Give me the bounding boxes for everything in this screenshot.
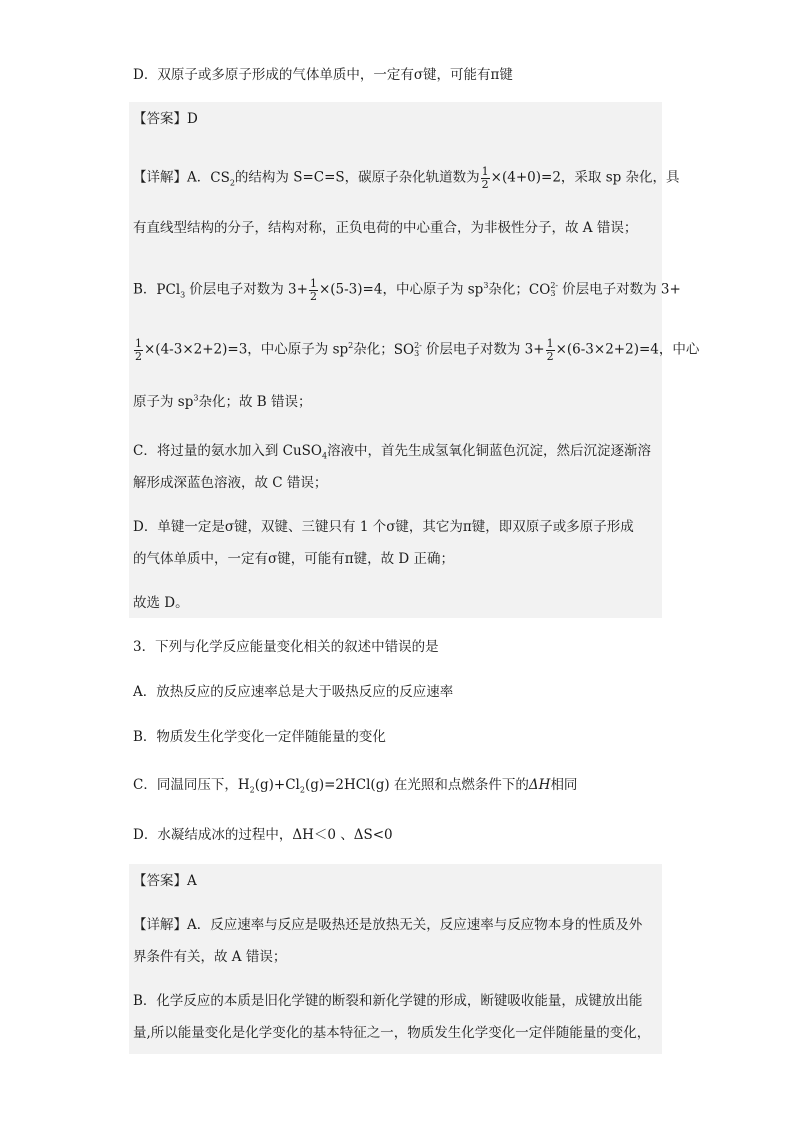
q3-detail-a-line2: 界条件有关，故 A 错误； — [133, 949, 287, 965]
q2-detail-b-line1: B．PCl$_3$ 价层电子对数为 3+ $\frac{1}{2}$ ×(5-3)=4，中心原子为 $sp^3$杂化；CO 2- 3 价层电子对数为 3+ — [133, 277, 681, 303]
q2-detail-b-line3: 原子为 $sp^3$杂化；故 B 错误； — [133, 393, 312, 410]
formula-cs2: $CS_2$ — [210, 169, 235, 188]
fraction-half: $\frac{1}{2}$ — [481, 165, 489, 191]
q2-detail-d-line1: D．单键一定是σ键，双键、三键只有 1 个σ键，其它为π键，即双原子或多原子形成 — [133, 519, 634, 535]
q3-option-a: A．放热反应的反应速率总是大于吸热反应的反应速率 — [133, 684, 454, 700]
q3-option-c: C．同温同压下，$H_2(g)+Cl_2(g)=2HCl(g)$ 在光照和点燃条件下的ΔH相同 — [133, 777, 578, 795]
q3-option-d: D．水凝结成冰的过程中，ΔH＜0 、ΔS<0 — [133, 827, 393, 843]
q3-stem: 3．下列与化学反应能量变化相关的叙述中错误的是 — [133, 639, 439, 655]
q2-detail-a-line1: 【详解】A．$CS_2$的结构为 S=C=S，碳原子杂化轨道数为 $\frac{1}{2}$ ×(4+0)=2，采取 sp 杂化，具 — [133, 165, 680, 191]
q2-conclusion: 故选 D。 — [133, 595, 189, 611]
q2-detail-b-line2: $\frac{1}{2}$ ×(4-3×2+2)=3，中心原子为 $sp^2$杂化；SO 2- 3 价层电子对数为 3+ $\frac{1}{2}$ ×(6-3×2+2)=4，中心 — [135, 337, 700, 363]
q3-detail-b-line1: B．化学反应的本质是旧化学键的断裂和新化学键的形成，断键吸收能量，成键放出能 — [133, 993, 643, 1009]
delta-h-symbol: ΔH — [528, 777, 551, 793]
q2-detail-c-line2: 解形成深蓝色溶液，故 C 错误； — [133, 475, 328, 491]
q3-detail-b-line2: 量,所以能量变化是化学变化的基本特征之一，物质发生化学变化一定伴随能量的变化， — [133, 1025, 651, 1041]
q3-option-b: B．物质发生化学变化一定伴随能量的变化 — [133, 729, 386, 745]
fraction-half: $\frac{1}{2}$ — [309, 277, 317, 303]
q2-detail-a-line2: 有直线型结构的分子，结构对称，正负电荷的中心重合，为非极性分子，故 A 错误； — [133, 220, 638, 236]
q3-detail-a-line1: 【详解】A．反应速率与反应是吸热还是放热无关，反应速率与反应物本身的性质及外 — [133, 917, 643, 933]
q2-option-d: D．双原子或多原子形成的气体单质中，一定有σ键，可能有π键 — [133, 67, 513, 83]
q2-detail-c-line1: C．将过量的氨水加入到 CuSO$_4$溶液中，首先生成氢氧化铜蓝色沉淀，然后沉淀逐渐溶 — [133, 443, 652, 461]
q2-answer: 【答案】D — [133, 111, 198, 127]
fraction-half: $\frac{1}{2}$ — [546, 337, 554, 363]
ion-co3: CO 2- 3 — [528, 281, 559, 299]
q2-detail-d-line2: 的气体单质中，一定有σ键，可能有π键，故 D 正确； — [133, 551, 454, 567]
formula-pcl3: PCl$_3$ — [156, 281, 186, 300]
q2-detail-prefix: 【详解】A． — [133, 169, 211, 186]
fraction-half: $\frac{1}{2}$ — [135, 337, 142, 363]
q3-answer: 【答案】A — [133, 873, 197, 889]
ion-so3: SO 2- 3 — [393, 341, 422, 359]
